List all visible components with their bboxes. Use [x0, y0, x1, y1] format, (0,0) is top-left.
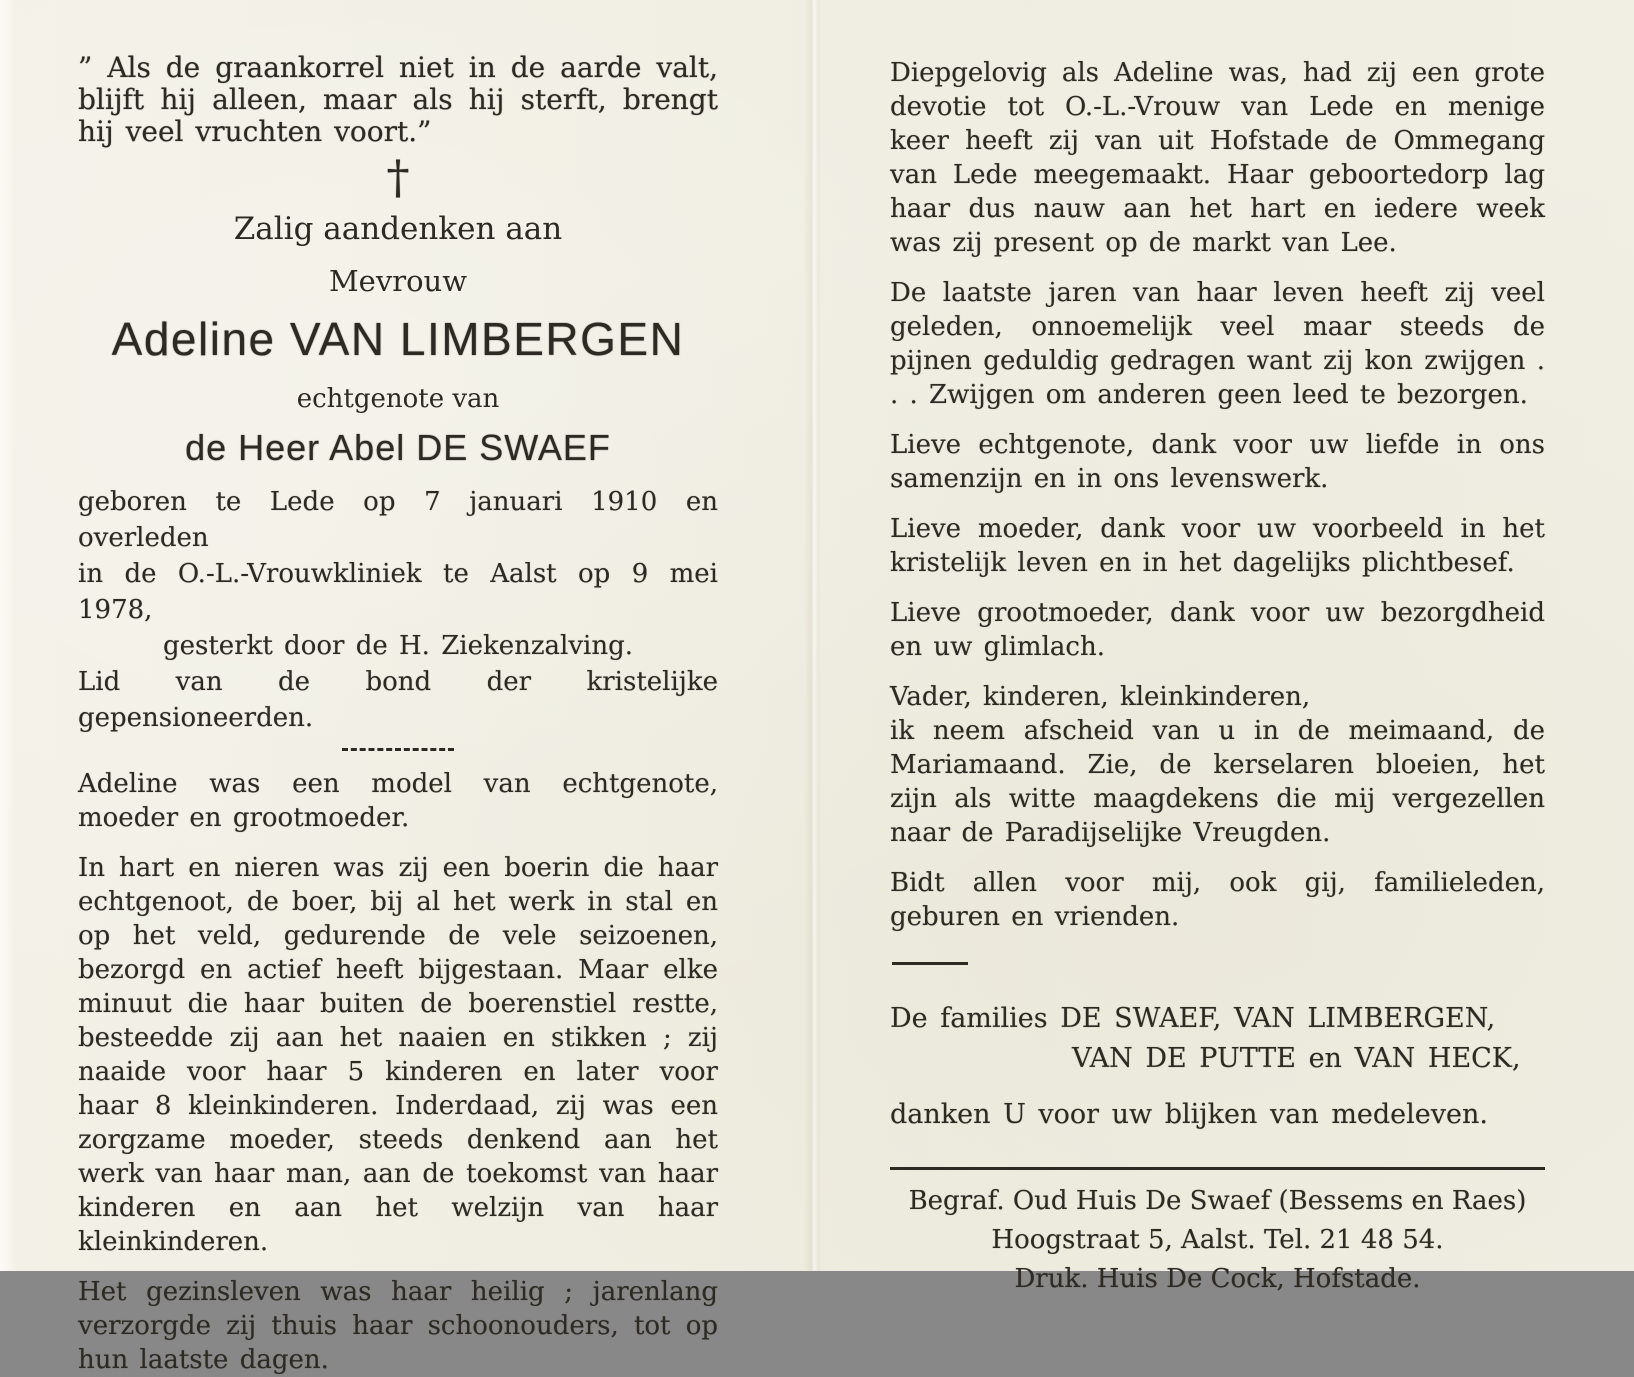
- birth-line: geboren te Lede op 7 januari 1910 en overleden: [78, 487, 718, 553]
- dotted-divider: [342, 748, 454, 751]
- scan-left-edge: [0, 0, 15, 1271]
- thanks-line: danken U voor uw blijken van medeleven.: [890, 1099, 1488, 1130]
- imprint-footer: [890, 1167, 1545, 1299]
- left-page: [78, 52, 718, 1377]
- deceased-name: Adeline VAN LIMBERGEN: [111, 313, 685, 365]
- death-line: in de O.-L.-Vrouwkliniek te Aalst op 9 mei 1978,: [78, 559, 718, 625]
- family-names-block: [890, 999, 1545, 1079]
- spouse-name: de Heer Abel DE SWAEF: [185, 427, 611, 468]
- section-divider-line: [892, 962, 968, 965]
- biography-paragraph: Adeline was een model van echtgenote, moeder en grootmoeder.: [78, 769, 718, 833]
- memorial-heading: Zalig aandenken aan: [233, 211, 563, 247]
- footer-rule: [890, 1167, 1545, 1170]
- birth-death-details: [78, 484, 718, 736]
- family-names-line: De families DE SWAEF, VAN LIMBERGEN,: [890, 1003, 1496, 1034]
- right-page: [890, 56, 1545, 1299]
- scripture-quote: ” Als de graankorrel niet in de aarde valt, blijft hij alleen, maar als hij sterft, brengt hij veel vruchten voort.”: [78, 51, 718, 148]
- honorific: Mevrouw: [328, 264, 468, 298]
- devotion-paragraph: Diepgelovig als Adeline was, had zij een grote devotie tot O.-L.-Vrouw van Lede en menige keer heeft zij van uit Hofstade de Ommegang van Lede meegemaakt. Haar geboortedorp lag haar dus nauw aan het hart en iedere week was zij present op de markt van Lee.: [890, 58, 1545, 258]
- farewell-spouse-paragraph: Lieve echtgenote, dank voor uw liefde in ons samenzijn en in ons levenswerk.: [890, 430, 1545, 494]
- family-names-line: VAN DE PUTTE en VAN HECK,: [1072, 1043, 1521, 1074]
- prayer-request-paragraph: Bidt allen voor mij, ook gij, familieleden, geburen en vrienden.: [890, 868, 1545, 932]
- biography-paragraph: In hart en nieren was zij een boerin die haar echtgenoot, de boer, bij al het werk in stal en op het veld, gedurende de vele seizoenen, bezorgd en actief heeft bijgestaan. Maar elke minuut die haar buiten de boerenstiel restte, besteedde zij aan het naaien en stikken ; zij naaide voor haar 5 kinderen en later voor haar 8 kleinkinderen. Inderdaad, zij was een zorgzame moeder, steeds denkend aan het werk van haar man, aan de toekomst van haar kinderen en aan het welzijn van haar kleinkinderen.: [78, 853, 718, 1257]
- cross-icon: †: [386, 150, 410, 204]
- printer-line: Druk. Huis De Cock, Hofstade.: [1014, 1264, 1421, 1294]
- address-phone-line: Hoogstraat 5, Aalst. Tel. 21 48 54.: [991, 1225, 1444, 1255]
- farewell-family-salutation: Vader, kinderen, kleinkinderen,: [890, 682, 1311, 712]
- membership-line: Lid van de bond der kristelijke gepensioneerden.: [78, 667, 718, 733]
- farewell-grandmother-paragraph: Lieve grootmoeder, dank voor uw bezorgdheid en uw glimlach.: [890, 598, 1545, 662]
- farewell-family-paragraph: ik neem afscheid van u in de meimaand, de Mariamaand. Zie, de kerselaren bloeien, het zijn als witte maagdekens die mij vergezellen naar de Paradijselijke Vreugden.: [890, 716, 1545, 848]
- biography-paragraph: Het gezinsleven was haar heilig ; jarenlang verzorgde zij thuis haar schoonouders, tot op hun laatste dagen.: [78, 1277, 718, 1375]
- spouse-label: echtgenote van: [296, 384, 500, 414]
- funeral-home-line: Begraf. Oud Huis De Swaef (Bessems en Raes): [908, 1186, 1527, 1216]
- center-fold-crease: [804, 0, 822, 1271]
- suffering-paragraph: De laatste jaren van haar leven heeft zij veel geleden, onnoemelijk veel maar steeds de pijnen geduldig gedragen want zij kon zwijgen . . . Zwijgen om anderen geen leed te bezorgen.: [890, 278, 1545, 410]
- farewell-mother-paragraph: Lieve moeder, dank voor uw voorbeeld in het kristelijk leven en in het dagelijks plichtbesef.: [890, 514, 1545, 578]
- sacrament-line: gesterkt door de H. Ziekenzalving.: [162, 631, 634, 661]
